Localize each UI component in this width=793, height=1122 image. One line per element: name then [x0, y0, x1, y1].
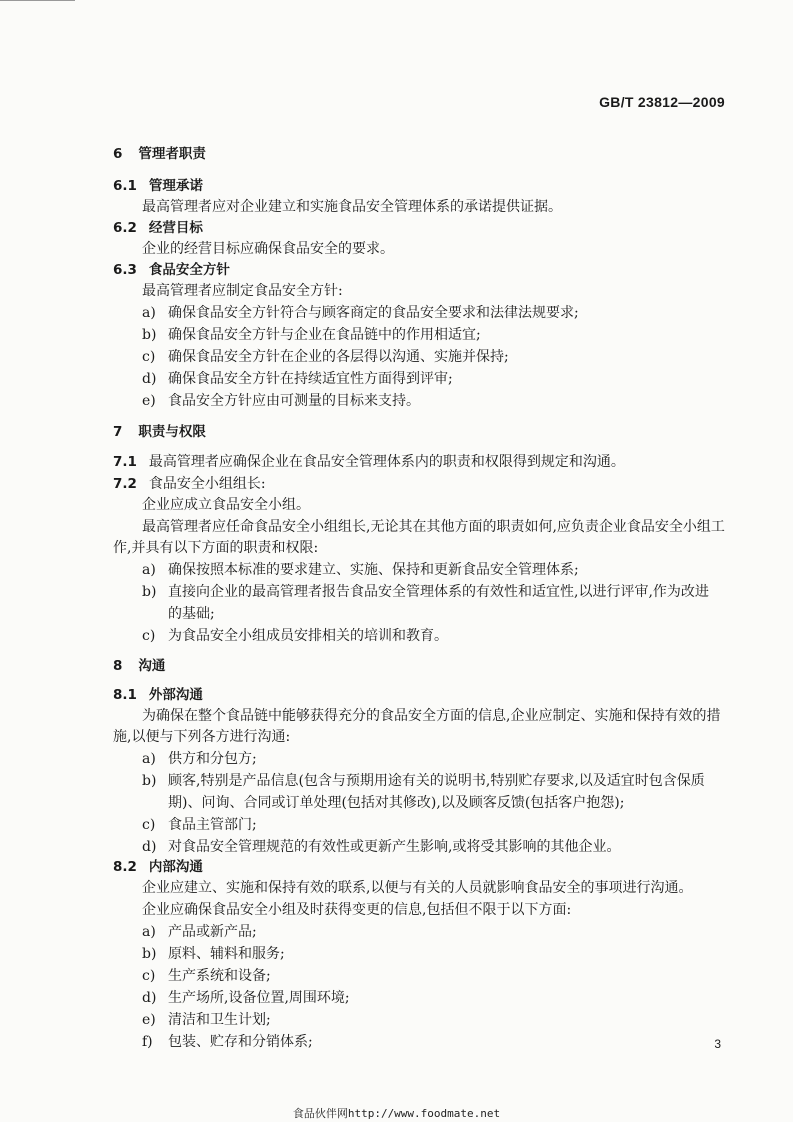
paragraph: 企业的经营目标应确保食品安全的要求。 — [142, 241, 394, 257]
paragraph: 企业应建立、实施和保持有效的联系,以便与有关的人员就影响食品安全的事项进行沟通。 — [142, 880, 693, 896]
section-7-2-heading — [113, 475, 266, 493]
paragraph-continuation: 施,以便与下列各方进行沟通: — [113, 729, 291, 745]
section-8-1-heading — [113, 686, 203, 704]
section-number: 6.2 — [113, 220, 137, 236]
list-item: b) 原料、辅料和服务; — [142, 946, 285, 962]
section-title: 沟通 — [138, 658, 166, 674]
list-item-continuation: 的基础; — [168, 606, 215, 622]
section-number: 7.2 — [113, 476, 137, 492]
paragraph: 最高管理者应任命食品安全小组组长,无论其在其他方面的职责如何,应负责企业食品安全小组工 — [142, 519, 725, 535]
section-number: 7.1 — [113, 454, 137, 470]
section-7-1 — [113, 453, 625, 471]
section-number: 6.3 — [113, 262, 137, 278]
list-item: c) 生产系统和设备; — [142, 968, 271, 984]
section-title: 职责与权限 — [138, 424, 206, 440]
list-item: b) 确保食品安全方针与企业在食品链中的作用相适宜; — [142, 327, 481, 343]
section-number: 6 — [113, 146, 123, 162]
list-item: c) 为食品安全小组成员安排相关的培训和教育。 — [142, 628, 448, 644]
list-item: d) 生产场所,设备位置,周围环境; — [142, 990, 350, 1006]
section-title: 外部沟通 — [148, 687, 203, 703]
paragraph: 企业应确保食品安全小组及时获得变更的信息,包括但不限于以下方面: — [142, 902, 572, 918]
list-item: e) 清洁和卫生计划; — [142, 1012, 271, 1028]
list-item: b) 顾客,特别是产品信息(包含与预期用途有关的说明书,特别贮存要求,以及适宜时包含保质 — [142, 773, 705, 789]
section-6-1-heading — [113, 177, 203, 195]
section-title: 管理者职责 — [138, 146, 206, 162]
list-item: a) 确保食品安全方针符合与顾客商定的食品安全要求和法律法规要求; — [142, 305, 579, 321]
section-number: 8 — [113, 658, 123, 674]
section-number: 7 — [113, 424, 123, 440]
section-number: 6.1 — [113, 178, 137, 194]
list-item: a) 确保按照本标准的要求建立、实施、保持和更新食品安全管理体系; — [142, 562, 579, 578]
list-item-continuation: 期)、问询、合同或订单处理(包括对其修改),以及顾客反馈(包括客户抱怨); — [168, 795, 625, 811]
page-number: 3 — [714, 1037, 721, 1051]
list-item: c) 确保食品安全方针在企业的各层得以沟通、实施并保持; — [142, 349, 509, 365]
section-8-2-heading — [113, 858, 203, 876]
paragraph-continuation: 作,并具有以下方面的职责和权限: — [113, 540, 319, 556]
list-item: a) 供方和分包方; — [142, 751, 257, 767]
footer-watermark: 食品伙伴网http://www.foodmate.net — [292, 1107, 501, 1120]
list-item: f) 包装、贮存和分销体系; — [142, 1034, 313, 1050]
section-title: 食品安全方针 — [148, 262, 230, 278]
paragraph: 企业应成立食品安全小组。 — [142, 497, 310, 513]
list-item: e) 食品安全方针应由可测量的目标来支持。 — [142, 393, 420, 409]
list-item: b) 直接向企业的最高管理者报告食品安全管理体系的有效性和适宜性,以进行评审,作为改进 — [142, 584, 709, 600]
section-title: 经营目标 — [148, 220, 203, 236]
section-number: 8.2 — [113, 859, 137, 875]
section-title: 管理承诺 — [148, 178, 203, 194]
list-item: d) 对食品安全管理规范的有效性或更新产生影响,或将受其影响的其他企业。 — [142, 839, 621, 855]
standard-code: GB/T 23812—2009 — [599, 94, 725, 110]
section-6-heading — [113, 145, 206, 163]
section-7-heading — [113, 423, 206, 441]
list-item: d) 确保食品安全方针在持续适宜性方面得到评审; — [142, 371, 453, 387]
section-6-2-heading — [113, 219, 203, 237]
section-title: 内部沟通 — [148, 859, 203, 875]
paragraph: 最高管理者应对企业建立和实施食品安全管理体系的承诺提供证据。 — [142, 199, 562, 215]
section-number: 8.1 — [113, 687, 137, 703]
list-item: c) 食品主管部门; — [142, 817, 257, 833]
paragraph: 最高管理者应制定食品安全方针: — [142, 283, 343, 299]
section-title: 食品安全小组组长: — [148, 476, 266, 492]
section-8-heading — [113, 657, 165, 675]
paragraph: 最高管理者应确保企业在食品安全管理体系内的职责和权限得到规定和沟通。 — [148, 454, 625, 470]
top-rule — [0, 0, 75, 1]
paragraph: 为确保在整个食品链中能够获得充分的食品安全方面的信息,企业应制定、实施和保持有效的措 — [142, 708, 721, 724]
list-item: a) 产品或新产品; — [142, 924, 257, 940]
section-6-3-heading — [113, 261, 230, 279]
